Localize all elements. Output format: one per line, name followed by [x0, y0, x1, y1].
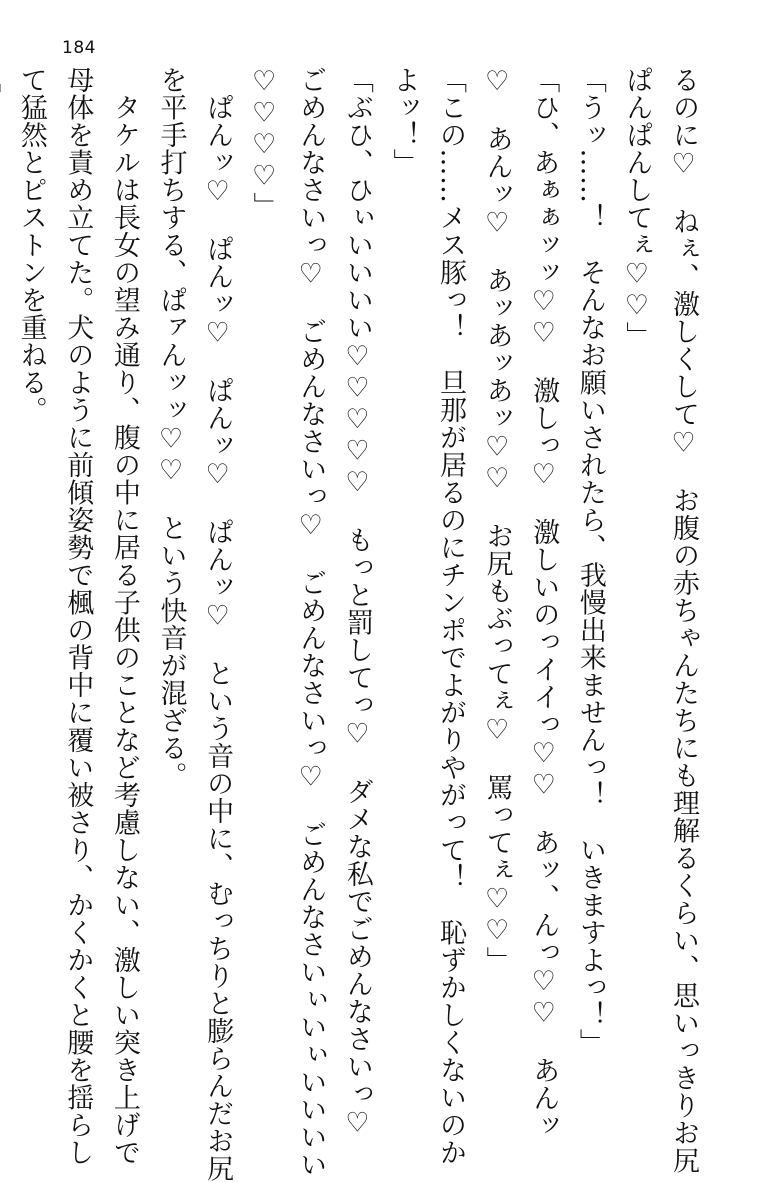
text-line: 「うッ……！ そんなお願いされたら、我慢出来ませんっ！ いきますよっ！」 — [574, 66, 606, 1056]
vertical-text-body — [15, 66, 706, 1182]
text-line — [0, 66, 7, 1056]
text-line: ぱんぱんしてぇ♡♡」 — [621, 66, 653, 349]
text-line: て猛然とピストンを重ねる。 — [15, 66, 47, 424]
text-line: 母体を責め立てた。犬のように前傾姿勢で楓の背中に覆い被さり、かくかくと腰を揺らし — [62, 66, 94, 1166]
text-line: ♡ あんッ♡ あッあッあッ♡♡ お尻もぶってぇ♡ 罵ってぇ♡♡」 — [481, 66, 513, 974]
text-line: 「この……メス豚っ！ 旦那が居るのにチンポでよがりやがって！ 恥ずかしくないのか — [435, 66, 467, 1166]
text-line: ♡♡♡♡」 — [248, 66, 280, 220]
text-line: タケルは長女の望み通り、腹の中に居る子供のことなど考慮しない、激しい突き上げで — [108, 66, 140, 1166]
text-line: ごめんなさいっ♡ ごめんなさいっ♡ ごめんなさいっ♡ ごめんなさいぃいぃいいいい — [295, 66, 327, 1178]
text-line: よッ！」 — [388, 66, 420, 176]
page-number: 184 — [62, 38, 96, 58]
text-line: 「ひ、あぁぁッッ♡♡ 激しっ♡ 激しいのっイイっ♡♡ あッ、んっ♡♡ あんッ — [528, 66, 560, 1139]
text-line: を平手打ちする、ぱァんッッ♡♡ という快音が混ざる。 — [155, 66, 187, 789]
text-line: るのに♡ ねぇ、激しくして♡ お腹の赤ちゃんたちにも理解るくらい、思いっきりお尻 — [668, 66, 699, 1174]
text-line: ぱんッ♡ ぱんッ♡ ぱんッ♡ ぱんッ♡ という音の中に、むっちりと膨らんだお尻 — [202, 66, 234, 1182]
text-line: 「ぶひ、ひぃいいいい♡♡♡♡♡ もっと罰してっ♡ ダメな私でごめんなさいっ♡ — [341, 66, 373, 1139]
